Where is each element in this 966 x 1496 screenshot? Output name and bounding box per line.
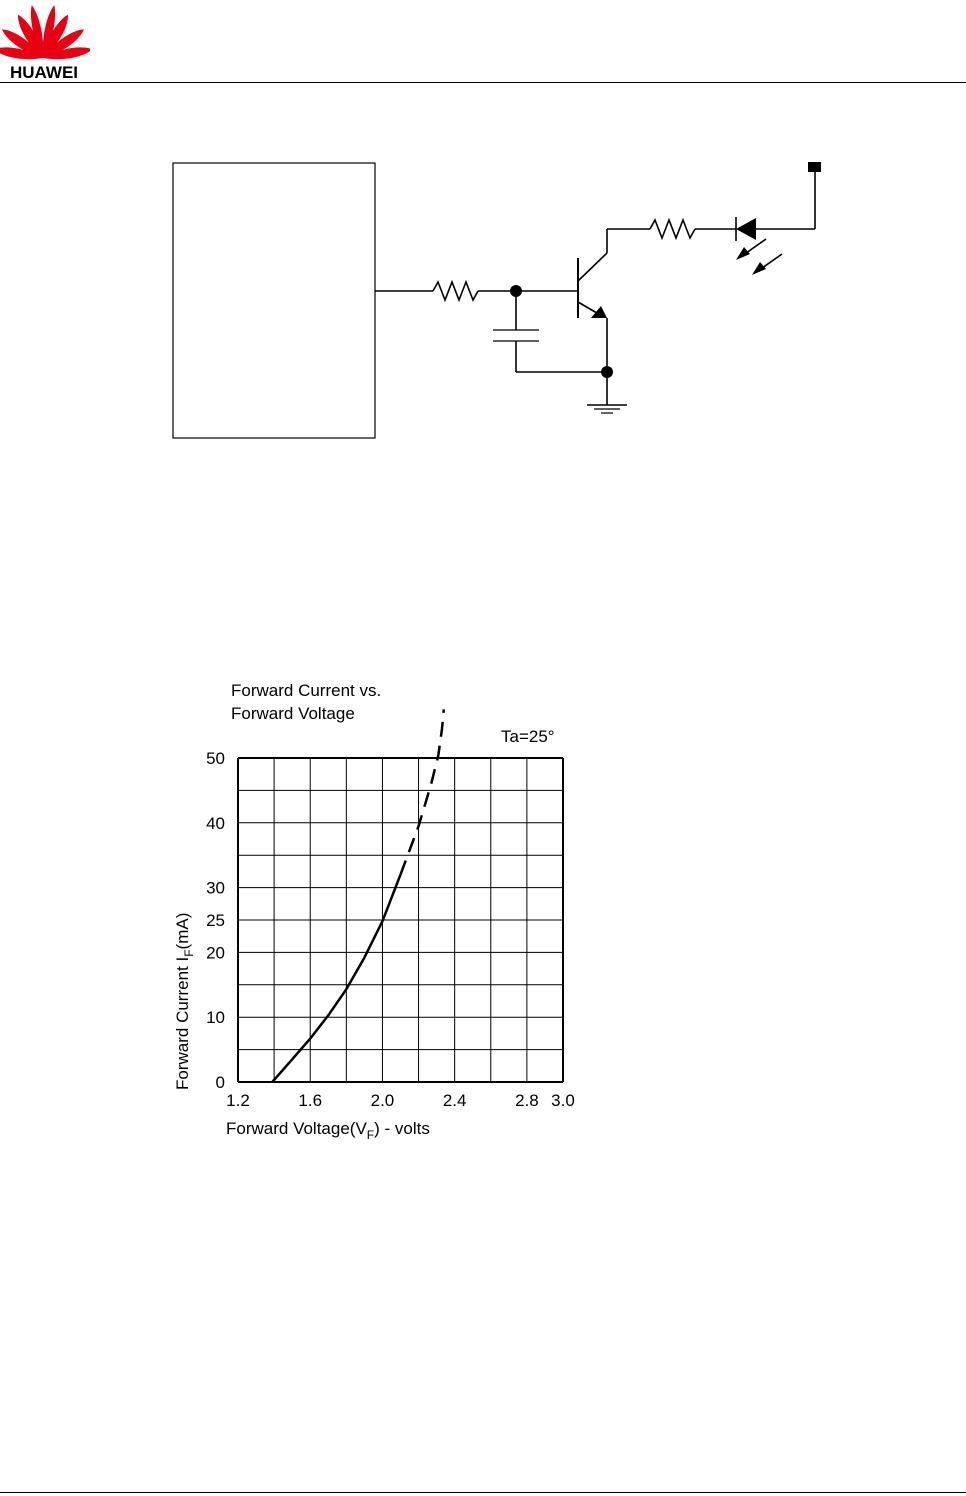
y-axis-label-main: Forward Current I <box>173 956 192 1090</box>
led-resistor <box>650 220 695 238</box>
led-driver-circuit-diagram <box>160 150 840 450</box>
y-tick-label: 0 <box>215 1073 225 1092</box>
chart-grid <box>238 758 563 1082</box>
junction-ground <box>601 366 613 378</box>
footer-divider <box>0 1492 966 1493</box>
base-resistor <box>433 282 478 300</box>
x-tick-labels <box>226 1091 575 1110</box>
chart-subtitle: Forward Voltage <box>231 704 355 723</box>
x-tick-label: 2.4 <box>442 1091 467 1110</box>
chart-title: Forward Current vs. <box>231 681 382 700</box>
led-arrowhead-2 <box>752 262 766 275</box>
y-axis-label <box>173 913 196 1090</box>
curve-solid <box>272 875 400 1082</box>
x-axis-label <box>226 1119 430 1142</box>
header-divider <box>0 82 966 83</box>
logo-petals <box>0 4 90 63</box>
x-tick-label: 3.0 <box>551 1091 575 1110</box>
chart-annotation: Ta=25° <box>501 727 555 746</box>
y-tick-label: 10 <box>206 1008 225 1028</box>
transistor-collector <box>578 253 607 281</box>
y-axis-label-suffix: (mA) <box>173 912 192 950</box>
x-tick-label: 1.2 <box>226 1091 250 1110</box>
led-arrowhead-1 <box>736 247 750 260</box>
y-tick-label: 30 <box>206 878 225 898</box>
y-tick-label: 25 <box>206 911 225 930</box>
huawei-logo <box>0 0 90 82</box>
curve-dashed <box>401 709 444 874</box>
logo-wordmark: HUAWEI <box>10 63 78 82</box>
y-tick-label: 20 <box>206 943 225 963</box>
junction-base <box>510 285 522 297</box>
controller-block <box>173 163 375 438</box>
emitter-arrowhead <box>591 306 607 318</box>
x-axis-label-subscript: F <box>366 1128 375 1142</box>
supply-terminal <box>808 162 821 172</box>
y-tick-labels <box>206 749 225 1092</box>
x-tick-label: 2.0 <box>370 1091 395 1110</box>
y-tick-label: 50 <box>206 749 225 768</box>
x-axis-label-suffix: ) - volts <box>374 1119 430 1138</box>
y-tick-label: 40 <box>206 813 225 833</box>
x-tick-label: 2.8 <box>515 1091 539 1110</box>
page-header <box>0 0 966 84</box>
x-tick-label: 1.6 <box>298 1091 323 1110</box>
y-axis-label-subscript: F <box>182 949 196 957</box>
led-triangle <box>736 218 756 240</box>
x-axis-label-main: Forward Voltage(V <box>226 1119 367 1138</box>
forward-current-chart <box>160 670 590 1150</box>
